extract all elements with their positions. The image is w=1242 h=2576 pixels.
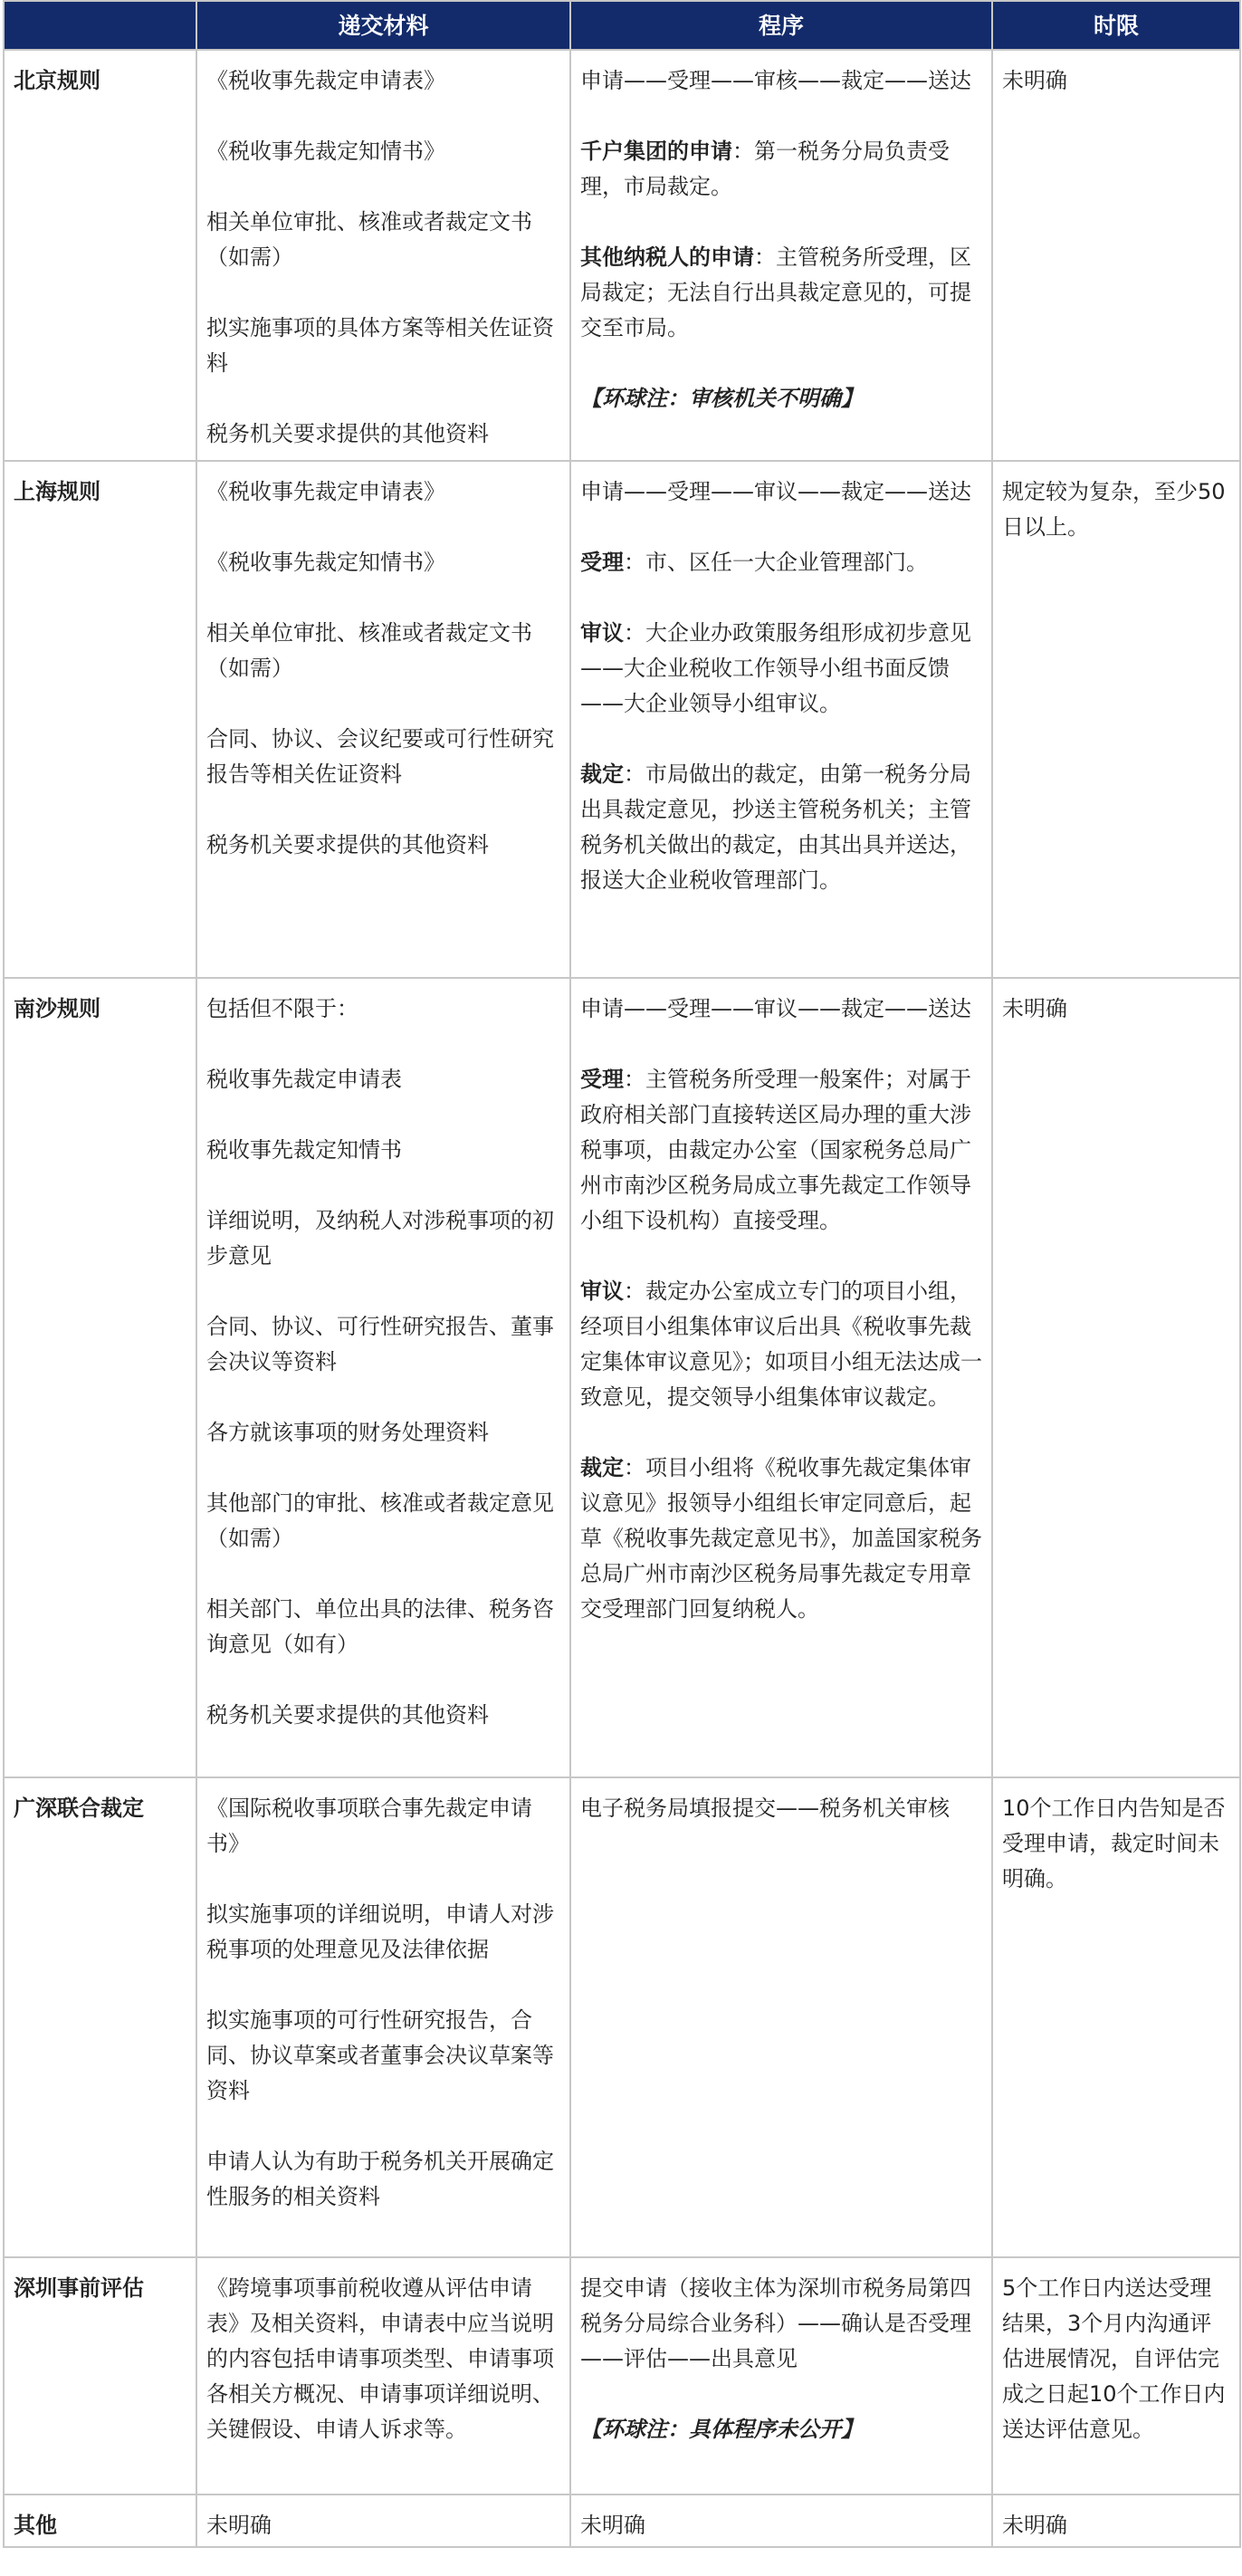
tax-ruling-comparison-table xyxy=(3,0,1241,2548)
procedure-flow: 申请——受理——审议——裁定——送达 xyxy=(580,996,971,1021)
materials-cell xyxy=(196,1777,570,2257)
table-row-other xyxy=(4,2495,1240,2547)
row-name: 其他 xyxy=(4,2495,196,2547)
editor-note: 【环球注：审核机关不明确】 xyxy=(580,386,863,411)
table-row-guangshen xyxy=(4,1777,1240,2257)
procedure-step xyxy=(580,1274,982,1415)
step-text: ：裁定办公室成立专门的项目小组，经项目小组集体审议后出具《税收事先裁定集体审议意见》；如项目小组无法达成一致意见，提交领导小组集体审议裁定。 xyxy=(580,1278,982,1410)
deadline-cell: 5个工作日内送达受理结果，3个月内沟通评估进展情况，自评估完成之日起10个工作日内送达评估意见。 xyxy=(992,2257,1240,2495)
table-row-shenzhen xyxy=(4,2257,1240,2495)
materials-cell xyxy=(196,50,570,461)
material-item: 税收事先裁定知情书 xyxy=(206,1137,402,1163)
materials-cell: 未明确 xyxy=(196,2495,570,2547)
header-materials: 递交材料 xyxy=(196,1,570,50)
table-row-shanghai xyxy=(4,461,1240,978)
row-name: 深圳事前评估 xyxy=(4,2257,196,2495)
material-item: 相关单位审批、核准或者裁定文书（如需） xyxy=(206,620,532,681)
material-item: 拟实施事项的具体方案等相关佐证资料 xyxy=(206,315,554,376)
material-item: 《国际税收事项联合事先裁定申请书》 xyxy=(206,1796,532,1856)
material-item: 《跨境事项事前税收遵从评估申请表》及相关资料，申请表中应当说明的内容包括申请事项类型、申请事项各相关方概况、申请事项详细说明、关键假设、申请人诉求等。 xyxy=(206,2275,554,2442)
step-label: 千户集团的申请 xyxy=(580,139,732,164)
row-name: 北京规则 xyxy=(4,50,196,461)
deadline-cell: 10个工作日内告知是否受理申请，裁定时间未明确。 xyxy=(992,1777,1240,2257)
deadline-cell: 未明确 xyxy=(992,2495,1240,2547)
step-text: ：大企业办政策服务组形成初步意见——大企业税收工作领导小组书面反馈——大企业领导小组审议。 xyxy=(580,620,971,716)
step-text: ：主管税务所受理，区局裁定；无法自行出具裁定意见的，可提交至市局。 xyxy=(580,244,971,340)
table-row-beijing xyxy=(4,50,1240,461)
procedure-step xyxy=(580,240,982,346)
step-label: 审议 xyxy=(580,1278,624,1304)
material-item: 相关单位审批、核准或者裁定文书（如需） xyxy=(206,209,532,270)
header-deadline: 时限 xyxy=(992,1,1240,50)
material-item: 拟实施事项的可行性研究报告，合同、协议草案或者董事会决议草案等资料 xyxy=(206,2007,554,2103)
row-name: 南沙规则 xyxy=(4,978,196,1777)
material-item: 税务机关要求提供的其他资料 xyxy=(206,832,489,857)
procedure-flow: 申请——受理——审议——裁定——送达 xyxy=(580,479,971,504)
materials-cell xyxy=(196,461,570,978)
procedure-step xyxy=(580,134,982,205)
procedure-flow: 电子税务局填报提交——税务机关审核 xyxy=(580,1796,950,1821)
material-item: 相关部门、单位出具的法律、税务咨询意见（如有） xyxy=(206,1596,554,1657)
header-blank xyxy=(4,1,196,50)
procedure-cell xyxy=(570,2257,992,2495)
material-item: 拟实施事项的详细说明，申请人对涉税事项的处理意见及法律依据 xyxy=(206,1901,554,1962)
step-label: 裁定 xyxy=(580,1455,624,1480)
comparison-table-wrapper xyxy=(3,0,1239,2548)
material-item: 合同、协议、会议纪要或可行性研究报告等相关佐证资料 xyxy=(206,726,554,787)
material-item: 各方就该事项的财务处理资料 xyxy=(206,1420,489,1445)
material-item: 税收事先裁定申请表 xyxy=(206,1067,402,1092)
deadline-cell: 规定较为复杂，至少50日以上。 xyxy=(992,461,1240,978)
editor-note: 【环球注：具体程序未公开】 xyxy=(580,2417,863,2442)
material-item: 合同、协议、可行性研究报告、董事会决议等资料 xyxy=(206,1314,554,1374)
step-text: ：市局做出的裁定，由第一税务分局出具裁定意见，抄送主管税务机关；主管税务机关做出的裁定，由其出具并送达，报送大企业税收管理部门。 xyxy=(580,761,971,893)
step-text: ：主管税务所受理一般案件；对属于政府相关部门直接转送区局办理的重大涉税事项，由裁定办公室（国家税务总局广州市南沙区税务局成立事先裁定工作领导小组下设机构）直接受理。 xyxy=(580,1067,971,1233)
step-label: 审议 xyxy=(580,620,624,646)
step-text: ：项目小组将《税收事先裁定集体审议意见》报领导小组组长审定同意后，起草《税收事先裁定意见书》，加盖国家税务总局广州市南沙区税务局事先裁定专用章交受理部门回复纳税人。 xyxy=(580,1455,982,1622)
step-label: 受理 xyxy=(580,550,624,575)
header-procedure: 程序 xyxy=(570,1,992,50)
material-item: 详细说明，及纳税人对涉税事项的初步意见 xyxy=(206,1208,554,1269)
step-label: 裁定 xyxy=(580,761,624,787)
row-name: 广深联合裁定 xyxy=(4,1777,196,2257)
procedure-step xyxy=(580,545,982,580)
step-label: 其他纳税人的申请 xyxy=(580,244,754,270)
procedure-flow: 申请——受理——审核——裁定——送达 xyxy=(580,68,971,93)
material-item: 税务机关要求提供的其他资料 xyxy=(206,1702,489,1728)
deadline-cell: 未明确 xyxy=(992,50,1240,461)
procedure-cell xyxy=(570,1777,992,2257)
table-row-nansha xyxy=(4,978,1240,1777)
material-item: 《税收事先裁定知情书》 xyxy=(206,550,445,575)
material-item: 税务机关要求提供的其他资料 xyxy=(206,421,489,446)
procedure-cell xyxy=(570,978,992,1777)
procedure-cell xyxy=(570,461,992,978)
material-item: 《税收事先裁定知情书》 xyxy=(206,139,445,164)
materials-cell xyxy=(196,2257,570,2495)
procedure-flow: 提交申请（接收主体为深圳市税务局第四税务分局综合业务科）——确认是否受理——评估——出具意见 xyxy=(580,2275,971,2371)
procedure-step xyxy=(580,616,982,722)
header-row xyxy=(4,1,1240,50)
procedure-cell xyxy=(570,50,992,461)
material-item: 申请人认为有助于税务机关开展确定性服务的相关资料 xyxy=(206,2149,554,2209)
material-item: 其他部门的审批、核准或者裁定意见（如需） xyxy=(206,1490,554,1551)
step-label: 受理 xyxy=(580,1067,624,1092)
procedure-step xyxy=(580,1451,982,1627)
procedure-step xyxy=(580,1062,982,1239)
procedure-cell: 未明确 xyxy=(570,2495,992,2547)
row-name: 上海规则 xyxy=(4,461,196,978)
procedure-step xyxy=(580,757,982,898)
material-item: 《税收事先裁定申请表》 xyxy=(206,479,445,504)
deadline-cell: 未明确 xyxy=(992,978,1240,1777)
material-item: 《税收事先裁定申请表》 xyxy=(206,68,445,93)
materials-cell xyxy=(196,978,570,1777)
step-text: ：市、区任一大企业管理部门。 xyxy=(624,550,928,575)
material-item: 包括但不限于： xyxy=(206,996,358,1021)
step-text: ：第一税务分局负责受理，市局裁定。 xyxy=(580,139,950,199)
